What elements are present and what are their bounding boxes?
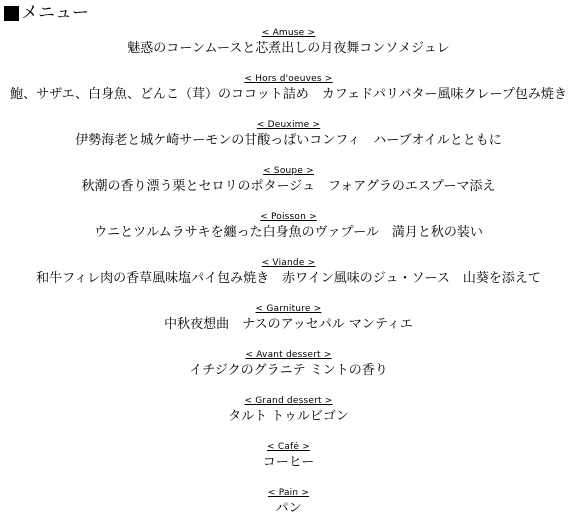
course-label: < Pain >: [267, 488, 310, 498]
course-label: < Café >: [267, 442, 310, 452]
course-deuxime: [0, 112, 577, 158]
course-soupe: [0, 158, 577, 204]
black-square-icon: [4, 6, 19, 21]
dish-name: ウニとツルムラサキを纏った白身魚のヴァプール 満月と秋の装い: [94, 225, 483, 240]
course-label: < Grand dessert >: [244, 396, 333, 406]
course-label: < Deuxime >: [256, 120, 321, 130]
dish-name: 伊勢海老と城ケ崎サーモンの甘酸っぱいコンフィ ハーブオイルとともに: [75, 133, 502, 148]
dish-name: 中秋夜想曲 ナスのアッセパル マンティエ: [164, 317, 413, 332]
dish-name: 和牛フィレ肉の香草風味塩パイ包み焼き 赤ワイン風味のジュ・ソース 山葵を添えて: [36, 271, 541, 286]
course-viande: [0, 250, 577, 296]
course-cafe: [0, 434, 577, 480]
page-title: メニュー: [21, 3, 89, 23]
dish-name: 鮑、サザエ、白身魚、どんこ（茸）のココット詰め カフェドパリバター風味クレープ包み焼き: [10, 87, 567, 102]
course-garniture: [0, 296, 577, 342]
course-avant-dessert: [0, 342, 577, 388]
course-label: < Garniture >: [255, 304, 322, 314]
course-pain: [0, 480, 577, 526]
course-poisson: [0, 204, 577, 250]
course-label: < Viande >: [261, 258, 316, 268]
course-hors-doeuvres: [0, 66, 577, 112]
dish-name: イチジクのグラニテ ミントの香り: [189, 363, 388, 378]
menu-list: [0, 20, 577, 526]
course-label: < Avant dessert >: [245, 350, 332, 360]
course-label: < Amuse >: [261, 28, 316, 38]
course-label: < Hors d'oeuves >: [244, 74, 333, 84]
dish-name: 秋潮の香り漂う栗とセロリのポタージュ フォアグラのエスプーマ添え: [81, 179, 496, 194]
course-amuse: [0, 20, 577, 66]
dish-name: コーヒー: [262, 455, 315, 470]
course-label: < Poisson >: [260, 212, 317, 222]
course-grand-dessert: [0, 388, 577, 434]
dish-name: パン: [275, 501, 302, 516]
course-label: < Soupe >: [263, 166, 314, 176]
dish-name: タルト トゥルビゴン: [228, 409, 349, 424]
dish-name: 魅惑のコーンムースと芯煮出しの月夜舞コンソメジュレ: [127, 41, 450, 56]
